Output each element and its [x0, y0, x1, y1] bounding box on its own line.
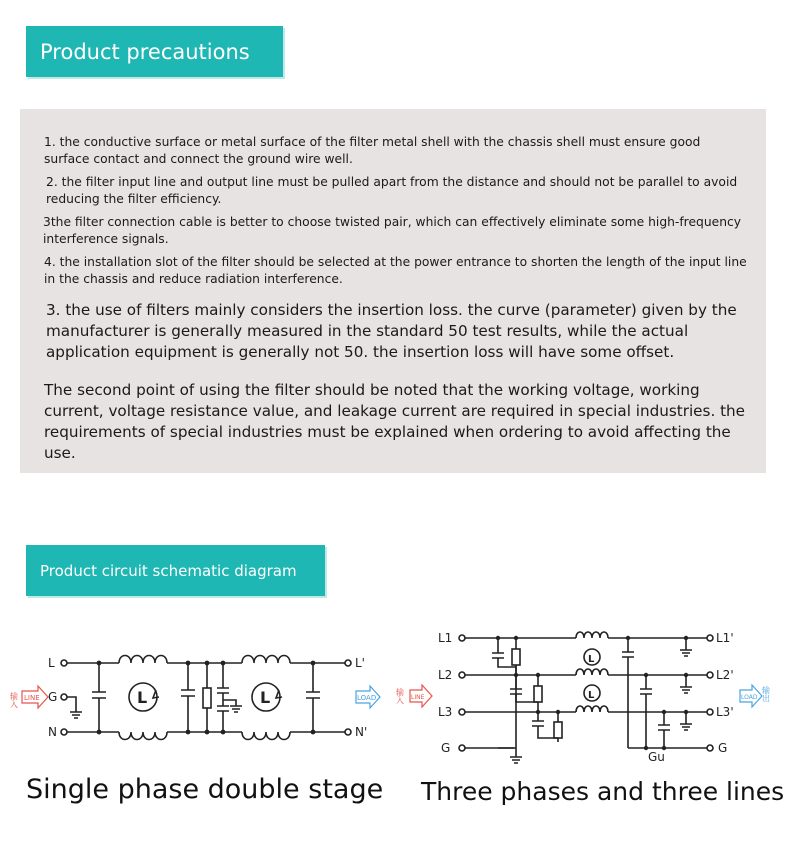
svg-text:L: L — [588, 690, 595, 701]
three-phase-schematic — [395, 622, 782, 772]
single-phase-caption: Single phase double stage — [26, 774, 384, 805]
out-text: 输出 — [761, 686, 771, 702]
in-text: 输入 — [395, 688, 405, 704]
label-L3: L3 — [438, 705, 453, 719]
label-G-out: G — [718, 741, 728, 755]
label-N: N — [48, 725, 57, 739]
precautions-panel — [20, 109, 766, 473]
line-tag: LINE — [24, 694, 40, 702]
svg-text:L: L — [588, 654, 595, 665]
precaution-item-6: The second point of using the filter should be noted that the working voltage, working current, voltage resistance value, and leakage current are required in special industries. the requirements of special industries must be explained when ordering to avoid affecting the use. — [44, 381, 746, 462]
label-L-out: L' — [355, 656, 365, 670]
label-L: L — [48, 656, 55, 670]
load-out-arrow-icon — [356, 686, 380, 708]
label-G: G — [48, 690, 58, 704]
label-L3-out: L3' — [716, 705, 734, 719]
precaution-item-1: 1. the conductive surface or metal surface of the filter metal shell with the chassis shell must ensure good surface contact and connect the ground wire well. — [44, 135, 701, 166]
svg-text:L: L — [137, 688, 148, 707]
schematic-title: Product circuit schematic diagram — [26, 545, 325, 596]
three-phase-caption: Three phases and three lines — [421, 777, 785, 806]
load-out-arrow-icon — [740, 685, 771, 707]
single-phase-schematic — [9, 640, 384, 755]
label-G-in: G — [441, 741, 451, 755]
label-L1: L1 — [438, 631, 453, 645]
label-L2: L2 — [438, 668, 453, 682]
in-text: 输入 — [9, 692, 19, 708]
precaution-item-3: 3the filter connection cable is better to choose twisted pair, which can effectively eliminate some high-frequency interference signals. — [43, 215, 742, 246]
svg-text:L: L — [260, 688, 271, 707]
label-N-out: N' — [355, 725, 368, 739]
load-tag: LOAD — [357, 694, 377, 702]
line-in-arrow-icon — [10, 686, 49, 709]
precautions-title: Product precautions — [26, 26, 283, 77]
line-in-arrow-icon — [396, 685, 433, 707]
precaution-item-4: 4. the installation slot of the filter should be selected at the power entrance to shorten the length of the input line in the chassis and reduce radiation interference. — [44, 255, 747, 286]
ground-label: Gu — [648, 750, 665, 764]
precaution-item-2: 2. the filter input line and output line must be pulled apart from the distance and should not be parallel to avoid reducing the filter efficiency. — [46, 175, 738, 206]
label-L2-out: L2' — [716, 668, 734, 682]
precaution-item-5: 3. the use of filters mainly considers the insertion loss. the curve (parameter) given by the manufacturer is generally measured in the standard 50 test results, while the actual application equipment is generally not 50. the insertion loss will have some offset. — [46, 301, 737, 361]
line-tag: LINE — [411, 694, 425, 701]
label-L1-out: L1' — [716, 631, 734, 645]
load-tag: LOAD — [741, 694, 758, 701]
